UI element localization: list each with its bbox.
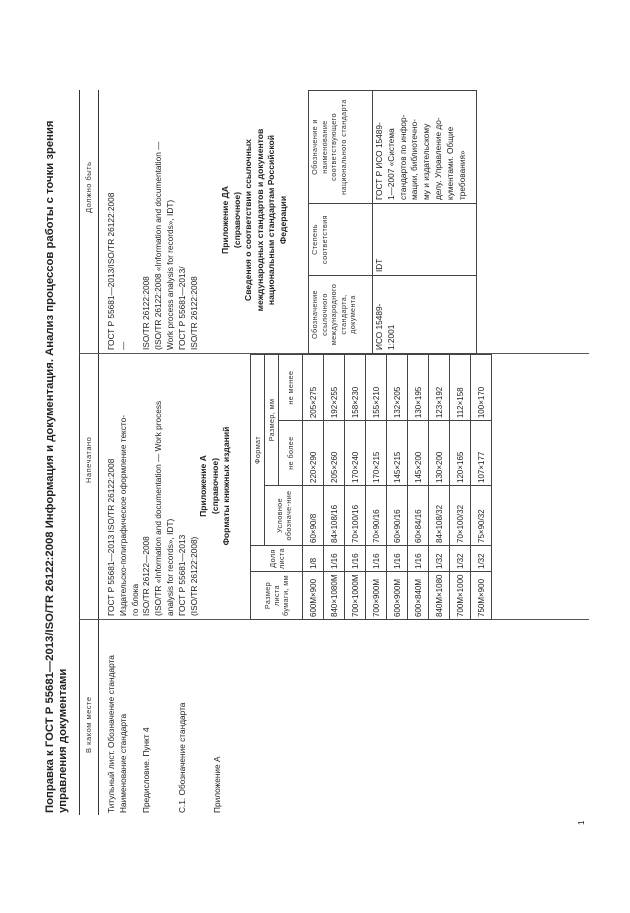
should-be-line: ГОСТ Р 55681—2013/ [176,266,187,350]
paper-size-cell: 600M×900 [303,572,324,620]
max-cell: 170×215 [366,421,387,486]
min-cell: 132×205 [387,355,408,421]
paper-size-cell: 840M×1080 [429,572,450,620]
appendix-a-subtitle: (справочное) [209,457,220,515]
fraction-cell: 1/16 [324,545,345,571]
appendix-da-subtitle: (справочное) [231,191,242,249]
printed-line: Издательско-полиграфическое оформление тексто- [117,414,128,616]
table-row [303,355,324,620]
fraction-header: Доля листа [251,545,303,571]
paper-size-cell: 700×900M [366,572,387,620]
designation-cell: 70×100/16 [345,485,366,545]
min-cell: 100×170 [471,355,492,421]
national-line: му и издательскому [421,123,432,200]
correspondence-table [308,90,477,354]
printed-line: ГОСТ Р 55681—2013 ISO/TR 26122:2008 [106,458,116,616]
printed-line: ГОСТ Р 55681—2013 [176,534,187,616]
printed-line: analysis for records», IDT) [164,518,175,616]
table-row [366,355,387,620]
table-row [429,355,450,620]
appendix-da-heading [220,90,289,350]
max-header: не более [279,421,303,486]
header-location: В каком месте [84,696,93,753]
paper-size-cell: 600×900M [387,572,408,620]
designation-cell: 75×90/32 [471,485,492,545]
location-line [130,623,142,813]
degree-header: Степень соответствия [309,204,373,276]
page-number: 1 [577,820,586,825]
header-bottom-rule [98,90,99,815]
printed-line: (ISO/TR «Information and documentation — Work process [153,400,164,616]
min-cell: 130×195 [408,355,429,421]
location-line: Предисловие. Пункт 4 [141,727,152,813]
fraction-cell: 1/16 [345,545,366,571]
designation-cell: 60×90/8 [303,485,324,545]
location-line [189,623,201,813]
table-row [345,355,366,620]
printed-column [106,356,200,616]
table-row [387,355,408,620]
national-header: Обозначение и наименование соответствующего национального стандарта [309,91,373,204]
paper-size-header: Размер листа бумаги, мм [251,572,303,620]
fraction-cell: 1/32 [450,545,471,571]
degree-cell: IDT [373,204,477,276]
location-line: Приложение А [212,756,223,813]
national-line: кументами. Общие [444,126,455,200]
should-be-line [130,90,142,350]
table-row [450,355,471,620]
location-line: С.1. Обозначение стандарта [176,702,187,813]
national-line: ГОСТ Р ИСО 15489- [374,122,384,200]
location-line [200,623,212,813]
designation-header: Условное обозначе-ние [265,485,303,545]
paper-size-cell: 700×1000M [345,572,366,620]
header-should-be: Должно быть [84,161,93,213]
should-be-line: — [117,341,128,350]
formats-header-row [251,355,265,620]
national-line: требования» [456,150,467,200]
fraction-cell: 1/32 [429,545,450,571]
fraction-cell: 1/16 [366,545,387,571]
appendix-da-heading-line: национальным стандартам Российской [266,134,276,306]
paper-size-cell: 700M×1000 [450,572,471,620]
table-row [408,355,429,620]
max-cell: 120×165 [450,421,471,486]
should-be-line: (ISO/TR 26122:2008 «Information and documentation — [153,141,164,350]
min-cell: 155×210 [366,355,387,421]
table-row [373,91,477,354]
fraction-cell: 1/8 [303,545,324,571]
max-cell: 145×215 [387,421,408,486]
fraction-cell: 1/16 [387,545,408,571]
designation-cell: 60×84/16 [408,485,429,545]
designation-cell: 70×100/32 [450,485,471,545]
min-cell: 112×158 [450,355,471,421]
table-row [471,355,492,620]
should-be-line: ГОСТ Р 55681—2013/ISO/TR 26122:2008 [106,192,116,350]
national-line: делу. Управление до- [432,117,443,200]
appendix-a-heading [198,356,233,616]
max-cell: 220×290 [303,421,324,486]
national-line: стандартов по инфор- [397,114,408,200]
fraction-cell: 1/32 [471,545,492,571]
designation-cell: 84×108/32 [429,485,450,545]
reference-line: 1:2001 [385,324,396,350]
should-be-line: Work process analysis for records», IDT) [164,199,175,350]
appendix-da-heading-line: Федерации [277,195,288,245]
location-column [106,623,224,813]
document-title: Поправка к ГОСТ Р 55681—2013/ISO/TR 26122:2008 Информация и документация. Анализ процессов работы с точки зрения управления документами [44,120,69,813]
national-cell [373,91,477,204]
location-line: Титульный лист. Обозначение стандарта [106,655,116,813]
paper-size-cell: 840×1080M [324,572,345,620]
size-header: Размер, мм [265,355,279,486]
printed-line: го блока [129,583,140,616]
min-cell: 192×255 [324,355,345,421]
appendix-a-name: Форматы книжных изданий [221,426,231,546]
max-cell: 145×200 [408,421,429,486]
paper-size-cell: 750M×900 [471,572,492,620]
printed-line: ISO/TR 26122—2008 [141,536,152,616]
min-cell: 123×192 [429,355,450,421]
printed-line: (ISO/TR 26122:2008) [188,536,199,616]
location-line: Наименование стандарта [117,713,128,813]
appendix-da-heading-line: Сведения о соответствии ссылочных [243,139,253,301]
reference-header: Обозначение ссылочного международного стандарта, документа [309,276,373,354]
designation-cell: 70×90/16 [366,485,387,545]
designation-cell: 60×90/16 [387,485,408,545]
fraction-cell: 1/16 [408,545,429,571]
min-cell: 158×230 [345,355,366,421]
max-cell: 170×240 [345,421,366,486]
table-row [324,355,345,620]
should-be-line: ISO/TR 26122:2008 [141,276,152,350]
reference-line: ИСО 15489- [374,303,384,350]
correspondence-header-row [309,91,373,354]
reference-cell [373,276,477,354]
location-line [153,623,165,813]
formats-table [250,354,492,620]
location-line [165,623,177,813]
national-line: 1—2007 «Система [385,128,396,200]
appendix-da-heading-line: международных стандартов и документов [254,128,265,312]
should-be-line: ISO/TR 26122:2008 [188,276,199,350]
max-cell: 107×177 [471,421,492,486]
should-be-column [106,90,200,350]
max-cell: 205×260 [324,421,345,486]
appendix-da-title: Приложение ДА [220,186,230,254]
appendix-a-title: Приложение А [198,455,208,517]
header-printed: Напечатано [84,436,93,483]
national-line: мации, библиотечно- [409,119,420,200]
paper-size-cell: 600×840M [408,572,429,620]
format-header: Формат [251,355,265,546]
min-header: не менее [279,355,303,421]
designation-cell: 84×108/16 [324,485,345,545]
min-cell: 205×275 [303,355,324,421]
max-cell: 130×200 [429,421,450,486]
